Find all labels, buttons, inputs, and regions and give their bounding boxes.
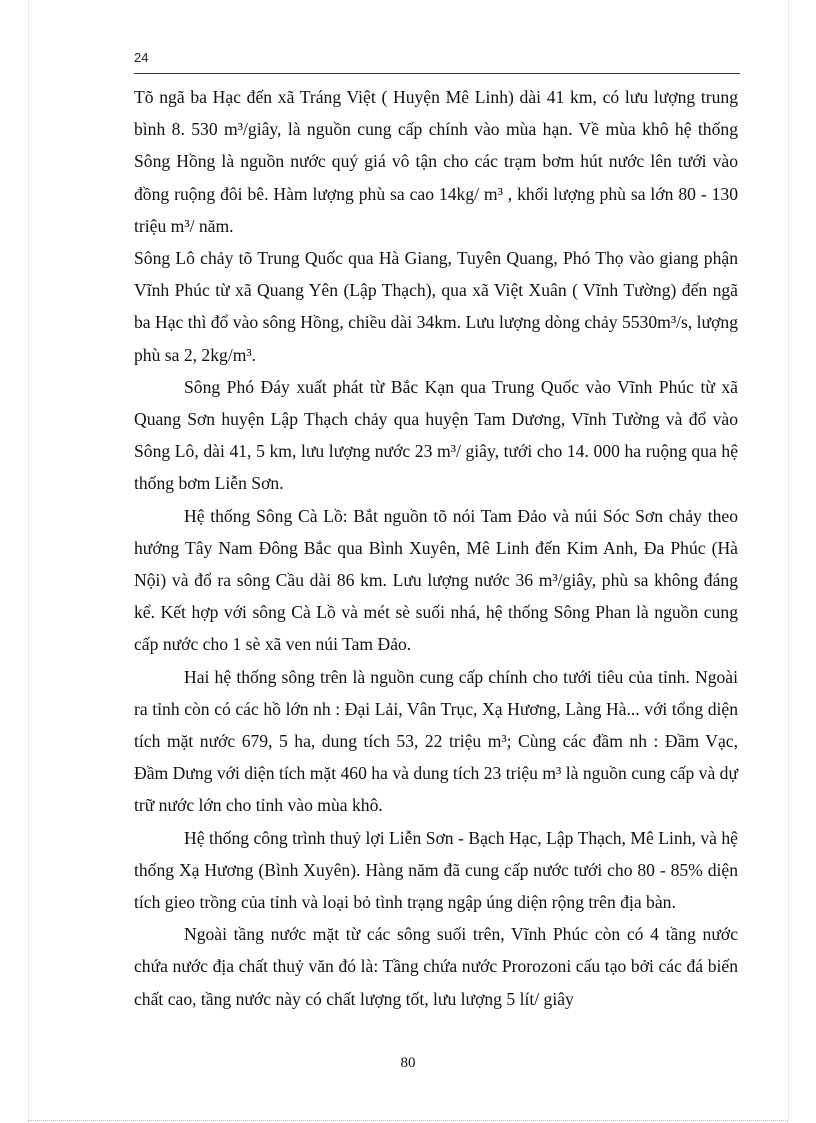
right-page-border <box>788 0 789 1123</box>
bottom-page-border <box>28 1120 788 1121</box>
left-page-border <box>28 0 29 1123</box>
paragraph-5: Hai hệ thống sông trên là nguồn cung cấp chính cho tưới tiêu của tỉnh. Ngoài ra tỉnh còn có các hồ lớn nh : Đại Lải, Vân Trục, Xạ Hương, Làng Hà... với tổng diện tích mặt nước 679, 5 ha, dung tích 53, 22 triệu m³; Cùng các đầm nh : Đầm Vạc, Đầm Dưng với diện tích mặt 460 ha và dung tích 23 triệu m³ là nguồn cung cấp và dự trữ nước lớn cho tỉnh vào mùa khô. <box>134 666 738 816</box>
paragraph-3: Sông Phó Đáy xuất phát từ Bắc Kạn qua Trung Quốc vào Vĩnh Phúc từ xã Quang Sơn huyện Lập Thạch chảy qua huyện Tam Dương, Vĩnh Tường và đổ vào Sông Lô, dài 41, 5 km, lưu lượng nước 23 m³/ giây, tưới cho 14. 000 ha ruộng qua hệ thống bơm Liễn Sơn. <box>134 376 738 494</box>
body-text <box>134 81 738 1015</box>
header-page-number: 24 <box>134 50 149 65</box>
header-divider <box>134 73 740 74</box>
paragraph-7: Ngoài tầng nước mặt từ các sông suối trên, Vĩnh Phúc còn có 4 tầng nước chứa nước địa chất thuỷ văn đó là: Tầng chứa nước Prorozoni cấu tạo bởi các đá biến chất cao, tầng nước này có chất lượng tốt, lưu lượng 5 lít/ giây <box>134 924 738 1009</box>
paragraph-4: Hệ thống Sông Cà Lồ: Bắt nguồn tõ nói Tam Đảo và núi Sóc Sơn chảy theo hướng Tây Nam Đông Bắc qua Bình Xuyên, Mê Linh đến Kim Anh, Đa Phúc (Hà Nội) và đổ ra sông Cầu dài 86 km. Lưu lượng nước 36 m³/giây, phù sa không đáng kể. Kết hợp với sông Cà Lồ và mét sè suối nhá, hệ thống Sông Phan là nguồn cung cấp nước cho 1 sè xã ven núi Tam Đảo. <box>134 505 738 655</box>
footer-page-number: 80 <box>400 1055 416 1071</box>
paragraph-1: Tõ ngã ba Hạc đến xã Tráng Việt ( Huyện Mê Linh) dài 41 km, có lưu lượng trung bình 8. 530 m³/giây, là nguồn cung cấp chính vào mùa hạn. Về mùa khô hệ thống Sông Hồng là nguồn nước quý giá vô tận cho các trạm bơm hút nước lên tưới vào đồng ruộng đôi bê. Hàm lượng phù sa cao 14kg/ m³ , khối lượng phù sa lớn 80 - 130 triệu m³/ năm. <box>134 87 738 236</box>
paragraph-2: Sông Lô chảy tõ Trung Quốc qua Hà Giang, Tuyên Quang, Phó Thọ vào giang phận Vĩnh Phúc từ xã Quang Yên (Lập Thạch), qua xã Việt Xuân ( Vĩnh Tường) đến ngã ba Hạc thì đổ vào sông Hồng, chiều dài 34km. Lưu lượng dòng chảy 5530m³/s, lượng phù sa 2, 2kg/m³. <box>134 248 738 365</box>
paragraph-6: Hệ thống công trình thuỷ lợi Liễn Sơn - Bạch Hạc, Lập Thạch, Mê Linh, và hệ thống Xạ Hương (Bình Xuyên). Hàng năm đã cung cấp nước tưới cho 80 - 85% diện tích gieo trồng của tỉnh và loại bỏ tình trạng ngập úng diện rộng trên địa bàn. <box>134 827 738 913</box>
